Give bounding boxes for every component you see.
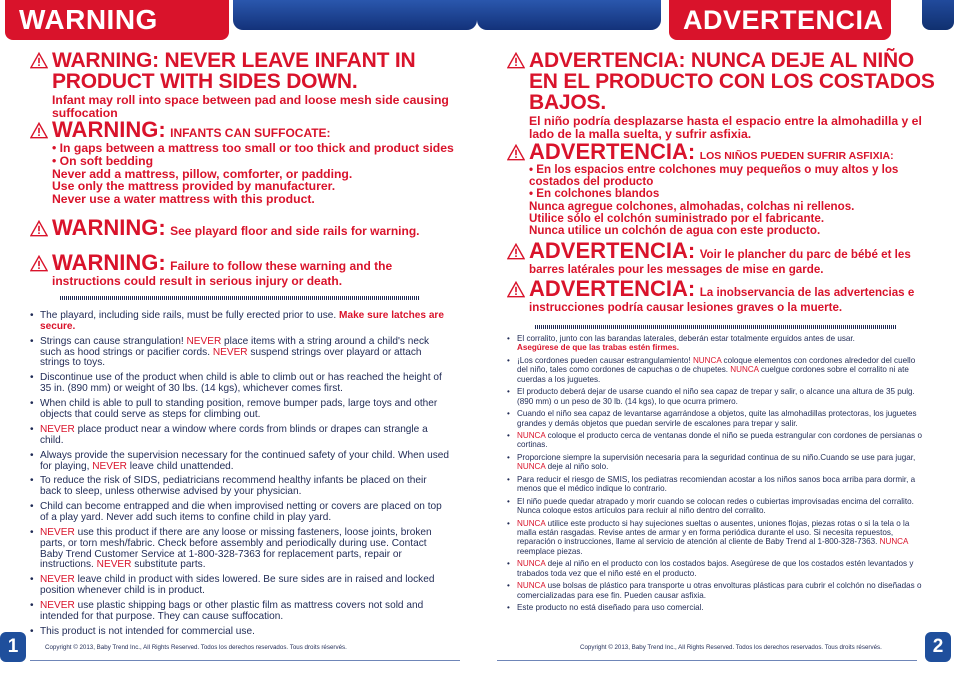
warning-line: • On soft bedding <box>52 153 154 168</box>
warning-triangle-icon <box>507 144 525 161</box>
list-item: • NEVER use plastic shipping bags or other plastic film as mattress covers not sold and intended for that purpose. They can cause suffocation. <box>30 601 450 623</box>
warning-word: ADVERTENCIA: <box>529 276 696 301</box>
warning-inobservancia <box>507 278 937 314</box>
warning-text: Voir le plancher du parc de bébé et les barres latérales pour les messages de mise en garde. <box>529 248 911 276</box>
warning-line: • En colchones blandos <box>529 187 660 201</box>
separator <box>60 296 420 300</box>
instructions-list <box>30 311 450 642</box>
warning-asfixia <box>507 141 937 237</box>
warning-word: ADVERTENCIA: <box>529 139 696 164</box>
warning-word: ADVERTENCIA: <box>529 238 696 263</box>
header-bar <box>233 0 477 30</box>
page-number: 2 <box>925 632 951 662</box>
warning-triangle-icon <box>507 243 525 260</box>
warning-nunca-deje <box>507 50 937 141</box>
warning-triangle-icon <box>30 122 48 139</box>
list-item: • To reduce the risk of SIDS, pediatricians recommend healthy infants be placed on their back to sleep, unless otherwise advised by your physician. <box>30 476 450 498</box>
list-item: • Always provide the supervision necessary for the continued safety of your child. When used for playing, NEVER leave child unattended. <box>30 451 450 473</box>
warning-text: El niño podría desplazarse hasta el espacio entre la almohadilla y el lado de la malla suelta, y sufrir asfixia. <box>529 114 922 141</box>
list-item: • ¡Los cordones pueden causar estrangulamiento! NUNCA coloque elementos con cordones alrededor del cuello del niño, tales como cordones de capuchas o de chupetes. NUNCA cuelgue cordones sobre el corralito ni ate cuerdas a los juguetes. <box>507 356 927 384</box>
warning-heading: WARNING: NEVER LEAVE INFANT IN PRODUCT WITH SIDES DOWN. <box>52 49 416 93</box>
warning-line: • In gaps between a mattress too small or too thick and product sides <box>52 141 454 155</box>
page-title-tab <box>5 0 229 40</box>
list-item: • NUNCA utilice este producto si hay sujeciones sueltas o ausentes, uniones flojas, piezas rotas o si la tela o la malla están rasgadas. Revise antes de armar y en forma periódica durante el uso. Si necesita repuestos, reparación o instrucciones, llame al servicio de atención al cliente de Baby Trend al 1-800-328-7363. NUNCA reemplace piezas. <box>507 519 927 557</box>
list-item: • NUNCA coloque el producto cerca de ventanas donde el niño se pueda estrangular con cordones de persianas o cortinas. <box>507 431 927 450</box>
warning-see-floor <box>30 217 455 239</box>
warning-triangle-icon <box>507 281 525 298</box>
list-item: • El corralito, junto con las barandas laterales, deberán estar totalmente erguidos antes de usar. Asegúrese de que las trabas estén firmes. <box>507 334 927 353</box>
list-item: • NEVER leave child in product with sides lowered. Be sure sides are in raised and locked position whenever child is in product. <box>30 575 450 597</box>
warning-text: Infant may roll into space between pad and loose mesh side causing suffocation <box>52 93 449 120</box>
warning-triangle-icon <box>30 255 48 272</box>
warning-triangle-icon <box>507 52 525 69</box>
list-item: • The playard, including side rails, must be fully erected prior to use. Make sure latches are secure. <box>30 311 450 333</box>
separator <box>535 325 897 329</box>
page-title: ADVERTENCIA <box>683 5 884 35</box>
page-number: 1 <box>0 632 26 662</box>
footer-line <box>497 660 917 661</box>
warning-text: La inobservancia de las advertencias e instrucciones podría causar lesiones graves o la muerte. <box>529 286 915 314</box>
list-item: • Este producto no está diseñado para uso comercial. <box>507 603 927 612</box>
page-title: WARNING <box>19 4 158 35</box>
page-right <box>477 0 954 677</box>
warning-line: Nunca utilice un colchón de agua con este producto. <box>529 224 821 238</box>
copyright: Copyright © 2013, Baby Trend Inc., All Rights Reserved. Todos los derechos reservados. Tous droits réservés. <box>45 644 347 651</box>
copyright: Copyright © 2013, Baby Trend Inc., All Rights Reserved. Todos los derechos reservados. Tous droits réservés. <box>580 644 882 651</box>
list-item: • Child can become entrapped and die when improvised netting or covers are placed on top of a play yard. Never add such items to confine child in play yard. <box>30 502 450 524</box>
warning-triangle-icon <box>30 220 48 237</box>
list-item: • El producto deberá dejar de usarse cuando el niño sea capaz de trepar y salir, o alcance una altura de 35 pulg. (890 mm) o un peso de 30 lb. (14 kgs), lo que ocurra primero. <box>507 387 927 406</box>
warning-label: LOS NIÑOS PUEDEN SUFRIR ASFIXIA: <box>699 150 894 162</box>
warning-line: Use only the mattress provided by manufacturer. <box>52 179 336 194</box>
instructions-list <box>507 334 927 616</box>
list-item: • El niño puede quedar atrapado y morir cuando se colocan redes o cubiertas improvisadas encima del corralito. Nunca coloque estos artículos para recluir al niño dentro del corralito. <box>507 497 927 516</box>
warning-voir-plancher <box>507 240 937 276</box>
warning-line: Never add a mattress, pillow, comforter, or padding. <box>52 166 353 181</box>
warning-label: INFANTS CAN SUFFOCATE: <box>170 126 331 140</box>
warning-line: • En los espacios entre colchones muy pequeños o muy altos y los costados del producto <box>529 163 899 189</box>
warning-heading: ADVERTENCIA: NUNCA DEJE AL NIÑO EN EL PRODUCTO CON LOS COSTADOS BAJOS. <box>529 49 935 114</box>
list-item: • NEVER use this product if there are any loose or missing fasteners, loose joints, broken parts, or torn mesh/fabric. Check before assembly and periodically during use. Contact Baby Trend Customer Service at 1-800-328-7363 for replacement parts, repair or instructions. NEVER substitute parts. <box>30 528 450 571</box>
warning-infants-suffocate <box>30 119 455 206</box>
warning-text: Failure to follow these warning and the instructions could result in serious injury or death. <box>52 259 393 288</box>
footer-line <box>30 660 460 661</box>
list-item: • Cuando el niño sea capaz de levantarse agarrándose a objetos, quite las almohadillas protectoras, los juguetes grandes y demás objetos que puedan servirle de escalones para trepar y salir. <box>507 409 927 428</box>
warning-never-leave <box>30 50 455 120</box>
warning-word: WARNING: <box>52 215 166 240</box>
warning-word: WARNING: <box>52 250 166 275</box>
warning-failure <box>30 252 455 288</box>
page-title-tab <box>669 0 891 40</box>
edge-tab <box>922 0 954 30</box>
list-item: • Para reducir el riesgo de SMIS, los pediatras recomiendan acostar a los niños sanos boca arriba para dormir, a menos que el médico indique lo contrario. <box>507 475 927 494</box>
list-item: • Discontinue use of the product when child is able to climb out or has reached the height of 35 in. (890 mm) or weight of 30 lbs. (14 kgs), whichever comes first. <box>30 373 450 395</box>
list-item: • Proporcione siempre la supervisión necesaria para la seguridad continua de su niño.Cuando se use para jugar, NUNCA deje al niño solo. <box>507 453 927 472</box>
list-item: • Strings can cause strangulation! NEVER place items with a string around a child's neck such as hood strings or pacifier cords. NEVER suspend strings over playard or attach strings to toys. <box>30 337 450 369</box>
list-item: • This product is not intended for commercial use. <box>30 627 450 638</box>
header-bar <box>477 0 661 30</box>
warning-text: See playard floor and side rails for warning. <box>170 224 420 238</box>
warning-line: Nunca agregue colchones, almohadas, colchas ni rellenos. <box>529 199 855 213</box>
list-item: • NUNCA deje al niño en el producto con los costados bajos. Asegúrese de que los costados estén levantados y trabados toda vez que el niño esté en el producto. <box>507 559 927 578</box>
warning-line: Utilice sólo el colchón suministrado por el fabricante. <box>529 211 825 225</box>
warning-word: WARNING: <box>52 117 166 142</box>
list-item: • When child is able to pull to standing position, remove bumper pads, large toys and other objects that could serve as steps for climbing out. <box>30 399 450 421</box>
list-item: • NUNCA use bolsas de plástico para transporte u otras envolturas plásticas para cubrir el colchón no diseñadas o comercializadas para ese fin. Pueden causar asfixia. <box>507 581 927 600</box>
list-item: • NEVER place product near a window where cords from blinds or drapes can strangle a child. <box>30 425 450 447</box>
warning-line: Never use a water mattress with this product. <box>52 192 315 207</box>
warning-triangle-icon <box>30 52 48 69</box>
